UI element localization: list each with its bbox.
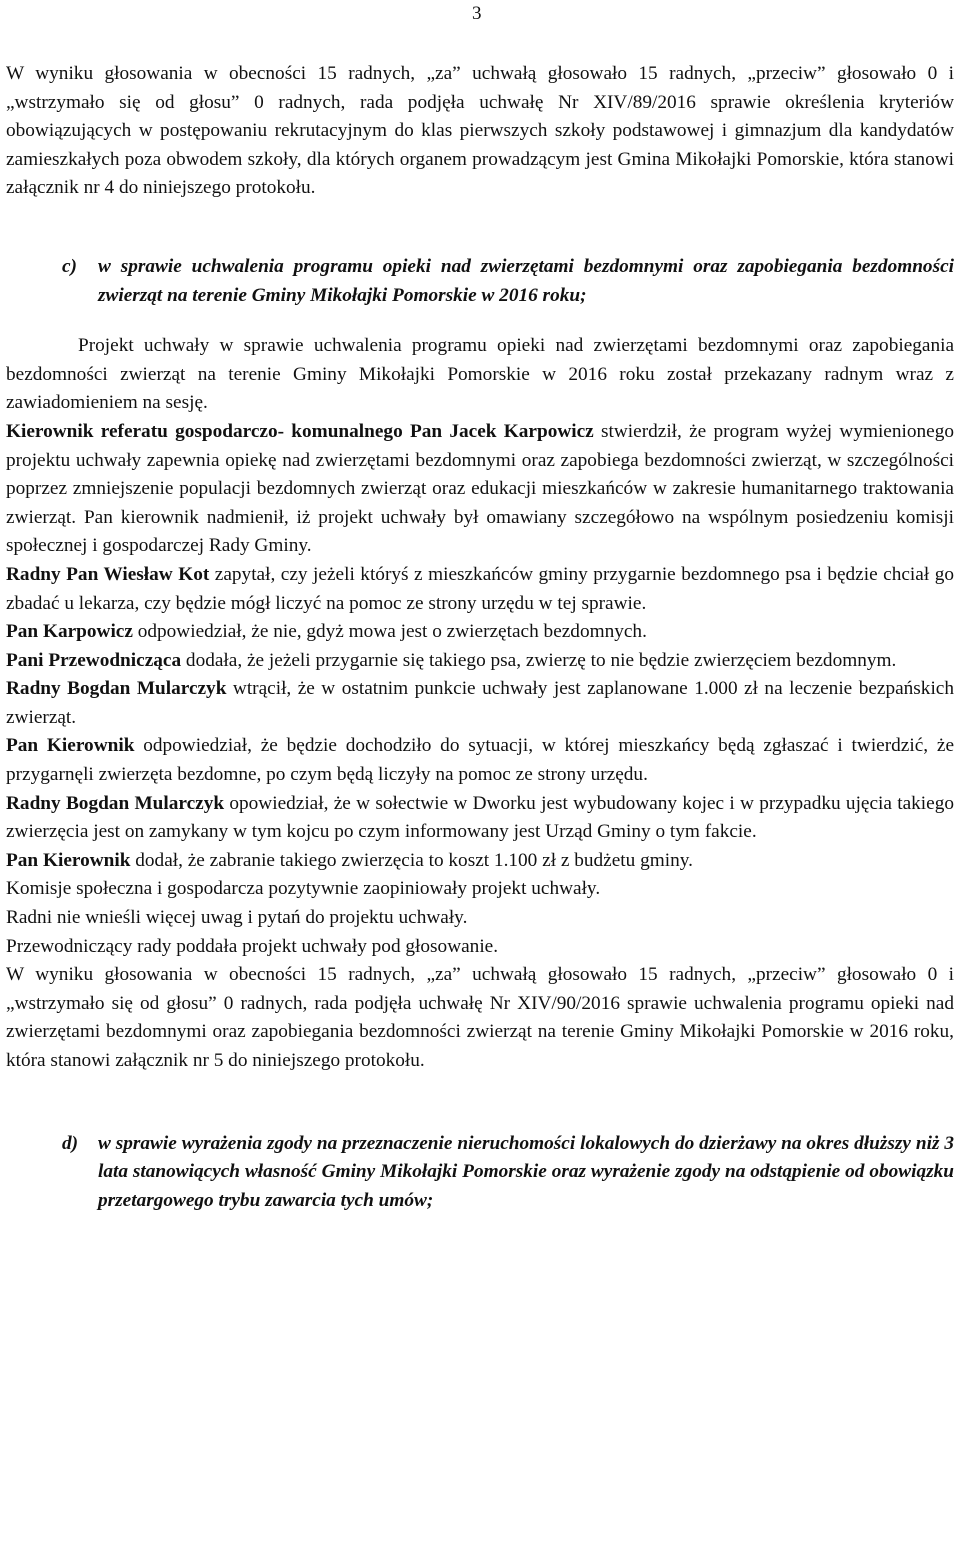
speech-text: dodała, że jeżeli przygarnie się takiego psa, zwierzę to nie będzie zwierzęciem bezdomnym.	[181, 649, 897, 671]
paragraph-vote-result-89: W wyniku głosowania w obecności 15 radnych, „za” uchwałą głosowało 15 radnych, „przeciw” głosowało 0 i „wstrzymało się od głosu” 0 radnych, rada podjęła uchwałę Nr XIV/89/2016 sprawie określenia kryteriów obowiązujących w postępowaniu rekrutacyjnym do klas pierwszych szkoły podstawowej i gimnazjum dla kandydatów zamieszkałych poza obwodem szkoły, dla których organem prowadzącym jest Gmina Mikołajki Pomorskie, która stanowi załącznik nr 4 do niniejszego protokołu.	[6, 63, 954, 199]
speaker-name: Pani Przewodnicząca	[6, 649, 182, 671]
section-letter-d: d)	[62, 1132, 79, 1154]
paragraph-kot	[6, 561, 954, 618]
paragraph-kierownik-3	[6, 847, 954, 876]
paragraph-radni: Radni nie wnieśli więcej uwag i pytań do projektu uchwały.	[6, 907, 468, 929]
speaker-name: Radny Pan Wiesław Kot	[6, 563, 210, 585]
speaker-name: Pan Kierownik	[6, 849, 131, 871]
section-title-d: w sprawie wyrażenia zgody na przeznaczenie nieruchomości lokalowych do dzierżawy na okres dłuższy niż 3 lata stanowiących własność Gminy Mikołajki Pomorskie oraz wyrażenie zgody na odstąpienie od obowiązku przetargowego trybu zawarcia tych umów;	[98, 1132, 954, 1211]
section-heading-d	[6, 1130, 954, 1216]
document-body	[6, 60, 954, 1215]
paragraph-projekt: Projekt uchwały w sprawie uchwalenia programu opieki nad zwierzętami bezdomnymi oraz zapobiegania bezdomności zwierząt na terenie Gminy Mikołajki Pomorskie w 2016 roku został przekazany radnym wraz z zawiadomieniem na sesję.	[6, 335, 954, 414]
speech-text: zapytał, czy jeżeli któryś z mieszkańców gminy przygarnie bezdomnego psa i będzie chciał go zbadać u lekarza, czy będzie mógł liczyć na pomoc ze strony urzędu w tej sprawie.	[6, 563, 954, 614]
speaker-name: Pan Karpowicz	[6, 621, 133, 643]
paragraph-przewodniczaca	[6, 647, 954, 676]
section-letter-c: c)	[62, 255, 77, 277]
paragraph-karpowicz	[6, 618, 954, 647]
speech-text: odpowiedział, że nie, gdyż mowa jest o zwierzętach bezdomnych.	[132, 621, 647, 643]
speaker-name: Pan Kierownik	[6, 735, 135, 757]
paragraph-vote-result-90: W wyniku głosowania w obecności 15 radnych, „za” uchwałą głosowało 15 radnych, „przeciw” głosowało 0 i „wstrzymało się od głosu” 0 radnych, rada podjęła uchwałę Nr XIV/90/2016 sprawie uchwalenia programu opieki nad zwierzętami bezdomnymi oraz zapobiegania bezdomności zwierząt na terenie Gminy Mikołajki Pomorskie w 2016 roku, która stanowi załącznik nr 5 do niniejszego protokołu.	[6, 964, 954, 1071]
paragraph-mularczyk-1	[6, 675, 954, 732]
section-heading-c	[6, 253, 954, 310]
paragraph-kierownik-2	[6, 732, 954, 789]
speaker-name: Radny Bogdan Mularczyk	[6, 792, 225, 814]
speech-text: dodał, że zabranie takiego zwierzęcia to koszt 1.100 zł z budżetu gminy.	[130, 849, 693, 871]
paragraph-mularczyk-2	[6, 790, 954, 847]
section-title-c: w sprawie uchwalenia programu opieki nad zwierzętami bezdomnymi oraz zapobiegania bezdomności zwierząt na terenie Gminy Mikołajki Pomorskie w 2016 roku;	[98, 255, 954, 306]
speaker-name: Radny Bogdan Mularczyk	[6, 678, 227, 700]
speech-text: opowiedział, że w sołectwie w Dworku jest wybudowany kojec i w przypadku ujęcia takiego zwierzęcia jest on zamykany w tym kojcu po czym informowany jest Urząd Gminy o tym fakcie.	[6, 792, 954, 843]
spacer	[6, 203, 954, 253]
page-number: 3	[472, 3, 482, 24]
spacer	[6, 1076, 954, 1130]
speech-text: stwierdził, że program wyżej wymienionego projektu uchwały zapewnia opiekę nad zwierzętami bezdomnymi oraz zapobiega bezdomności zwierząt, w szczególności poprzez zmniejszenie populacji bezdomnych zwierząt oraz edukacji mieszkańców w zakresie humanitarnego traktowania zwierząt. Pan kierownik nadmienił, iż projekt uchwały był omawiany szczegółowo na wspólnym posiedzeniu komisji społecznej i gospodarczej Rady Gminy.	[6, 420, 954, 557]
speaker-name: Kierownik referatu gospodarczo- komunalnego Pan Jacek Karpowicz	[6, 420, 594, 442]
speech-text: odpowiedział, że będzie dochodziło do sytuacji, w której mieszkańcy będą zgłaszać i twierdzić, że przygarnęli zwierzęta bezdomne, po czym będą liczyły na pomoc ze strony urzędu.	[6, 735, 955, 786]
paragraph-kierownik	[6, 418, 954, 561]
speech-text: wtrącił, że w ostatnim punkcie uchwały jest zaplanowane 1.000 zł na leczenie bezpańskich zwierząt.	[6, 678, 954, 728]
paragraph-komisje: Komisje społeczna i gospodarcza pozytywnie zaopiniowały projekt uchwały.	[6, 878, 601, 900]
spacer	[6, 310, 954, 332]
paragraph-przewodniczacy: Przewodniczący rady poddała projekt uchwały pod głosowanie.	[6, 935, 499, 957]
